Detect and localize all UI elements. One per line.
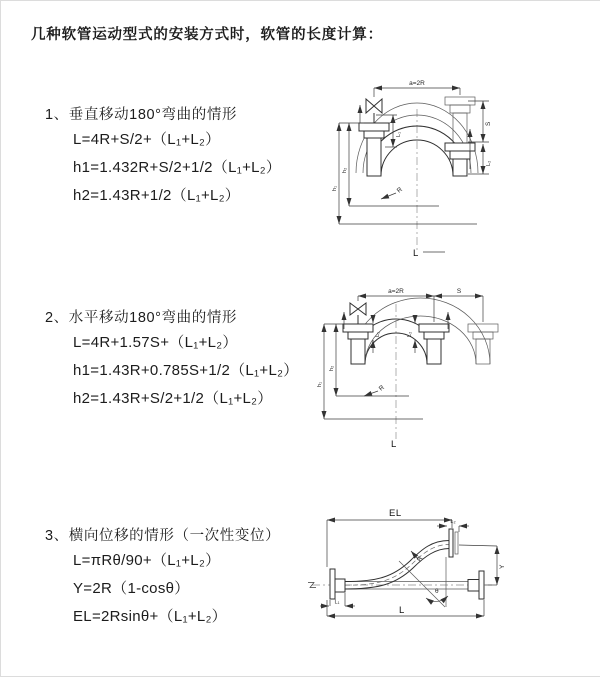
dim-label-a2r: a=2R <box>409 80 425 87</box>
dim-label-h1: h₁ <box>332 186 338 191</box>
section-3-formula-L: L=πRθ/90+（L₁+L₂） <box>73 552 221 569</box>
flange <box>479 571 484 599</box>
flange <box>343 324 373 332</box>
braided-hose <box>351 339 365 364</box>
dim-label-l1: L₁ <box>375 332 381 337</box>
dim-label-l1: L₁ <box>334 599 340 606</box>
diagram-vertical-180-bend <box>317 73 600 269</box>
dim-label-l2: L₂ <box>486 160 492 166</box>
dim-label-r: R <box>377 384 386 393</box>
diagram-horizontal-180-bend <box>311 279 600 457</box>
braided-hose <box>367 138 381 176</box>
lower-right-flange-assembly <box>468 571 484 599</box>
dim-label-r: R <box>415 555 425 564</box>
right-pipe-assembly-moved <box>468 324 498 364</box>
section-3-heading: 3、横向位移的情形（一次性变位） <box>45 528 281 544</box>
dim-label-y: Y <box>499 564 506 569</box>
section-1-heading: 1、垂直移动180°弯曲的情形 <box>45 107 238 123</box>
dim-label-s: S <box>456 288 462 295</box>
dim-label-l: L <box>399 605 405 616</box>
pipe-moved <box>453 113 467 143</box>
section-1-formula-h1: h1=1.432R+S/2+1/2（L₁+L₂） <box>73 159 282 176</box>
flange-moved <box>450 105 470 113</box>
section-3 <box>45 525 280 631</box>
dim-label-l: L <box>413 248 419 259</box>
dimensions <box>317 288 483 450</box>
dim-label-el: EL <box>389 508 402 519</box>
braided-hose <box>427 339 441 364</box>
section-1 <box>45 104 281 210</box>
dim-label-theta: θ <box>435 588 439 595</box>
flange <box>348 332 368 339</box>
diagram-lateral-displacement <box>299 499 600 659</box>
section-1-formula-h2: h2=1.43R+1/2（L₁+L₂） <box>73 187 241 204</box>
dim-label-l1: L₁ <box>396 132 402 137</box>
pipe-stub <box>335 579 345 592</box>
section-2-heading: 2、水平移动180°弯曲的情形 <box>45 310 238 326</box>
flange <box>364 131 384 138</box>
section-2 <box>45 307 299 413</box>
left-pipe-assembly <box>343 303 373 364</box>
flange <box>419 324 449 332</box>
page-title: 几种软管运动型式的安装方式时，软管的长度计算： <box>31 27 383 43</box>
flange <box>449 529 453 557</box>
dim-label-h2: h₂ <box>329 365 335 371</box>
section-2-formula-L: L=4R+1.57S+（L₁+L₂） <box>73 334 238 351</box>
upper-right-flange-assembly <box>449 529 458 557</box>
flange-moved <box>473 332 493 339</box>
pipe-stub <box>468 580 479 592</box>
section-2-formula-h1: h1=1.43R+0.785S+1/2（L₁+L₂） <box>73 362 299 379</box>
valve-icon <box>366 99 382 113</box>
section-3-formula-Y: Y=2R（1-cosθ） <box>73 580 190 597</box>
valve-icon <box>350 303 366 315</box>
dim-label-s: S <box>485 121 492 126</box>
flange <box>450 151 470 159</box>
dimensions <box>320 508 506 616</box>
section-2-formula-h2: h2=1.43R+S/2+1/2（L₁+L₂） <box>73 390 273 407</box>
dim-label-h1: h₁ <box>317 382 323 387</box>
flange <box>455 532 458 554</box>
flange <box>330 569 335 599</box>
braided-hose <box>453 159 467 176</box>
section-1-formula-L: L=4R+S/2+（L₁+L₂） <box>73 131 221 148</box>
flange-moved <box>468 324 498 332</box>
section-3-formula-EL: EL=2Rsinθ+（L₁+L₂） <box>73 608 227 625</box>
dim-label-a2r: a=2R <box>388 288 404 295</box>
flange <box>424 332 444 339</box>
dim-label-l2: L₂ <box>407 331 413 337</box>
dim-label-r: R <box>395 186 404 195</box>
flange <box>445 143 475 151</box>
dim-label-l: L <box>391 439 397 450</box>
dim-label-h2: h₂ <box>342 167 348 173</box>
flange <box>359 123 389 131</box>
left-flange-assembly <box>330 569 345 599</box>
dim-label-l2: L₂ <box>450 519 456 525</box>
pipe-moved <box>476 339 490 364</box>
